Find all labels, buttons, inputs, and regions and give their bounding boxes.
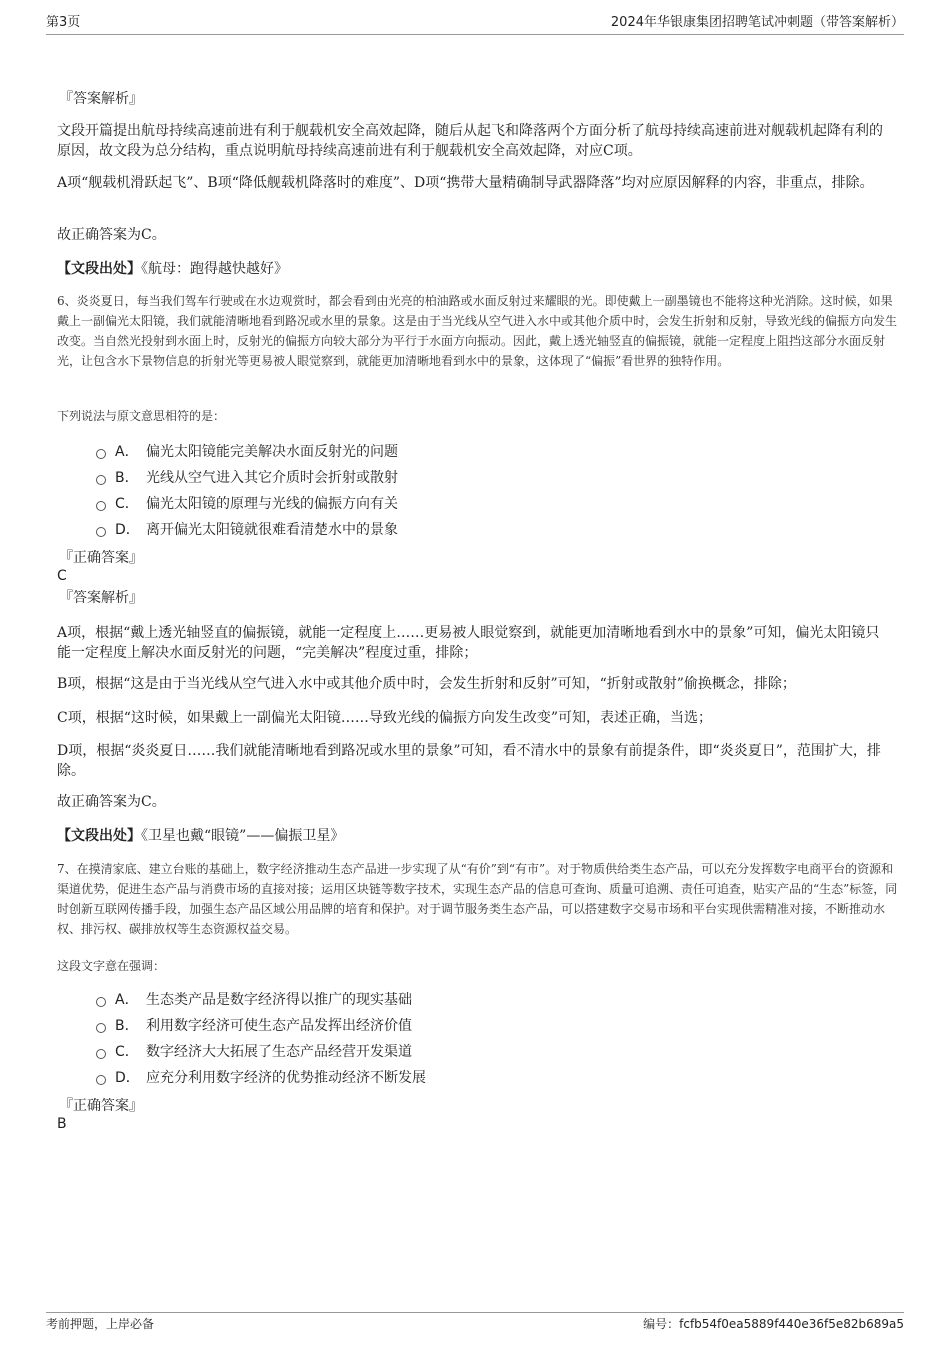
q5-analysis-para-2: A项“舰载机滑跃起飞”、B项“降低舰载机降落时的难度”、D项“携带大量精确制导武器降落”均对应原因解释的内容，非重点，排除。 (57, 175, 874, 191)
q7-passage: 7、在摸清家底、建立台账的基础上，数字经济推动生态产品进一步实现了从“有价”到“有市”。对于物质供给类生态产品，可以充分发挥数字电商平台的资源和渠道优势，促进生态产品与消费市场的直接对接；运用区块链等数字技术，实现生态产品的信息可查询、质量可追溯、责任可追查，贴实产品的“生态”标签，同时创新互联网传播手段，加强生态产品区域公用品牌的培育和保护。对于调节服务类生态产品，可以搭建数字交易市场和平台实现供需精准对接，不断推动水权、排污权、碳排放权等生态资源权益交易。 (57, 862, 898, 936)
q6-answer-label: 『正确答案』 (59, 550, 143, 566)
q6-analysis-a: A项，根据“戴上透光轴竖直的偏振镜，就能一定程度上……更易被人眼觉察到，就能更加清晰地看到水中的景象”可知，偏光太阳镜只能一定程度上解决水面反射光的问题，“完美解决”程度过重，排除； (57, 625, 880, 661)
document-serial: 编号：fcfb54f0ea5889f440e36f5e82b689a5 (643, 1317, 904, 1331)
footer-slogan: 考前押题，上岸必备 (46, 1317, 155, 1331)
radio-icon[interactable] (96, 501, 106, 511)
q5-analysis-para-1: 文段开篇提出航母持续高速前进有利于舰载机安全高效起降，随后从起飞和降落两个方面分析了航母持续高速前进对舰载机起降有利的原因，故文段为总分结构，重点说明航母持续高速前进有利于舰载机安全高效起降，对应C项。 (57, 123, 883, 159)
radio-icon[interactable] (96, 475, 106, 485)
radio-icon[interactable] (96, 449, 106, 459)
radio-icon[interactable] (96, 1049, 106, 1059)
q6-source-title: 《卫星也戴“眼镜”——偏振卫星》 (141, 828, 345, 844)
q6-option-c[interactable]: C． 偏光太阳镜的原理与光线的偏振方向有关 (96, 491, 796, 517)
q7-option-a[interactable]: A． 生态类产品是数字经济得以推广的现实基础 (96, 987, 796, 1013)
radio-icon[interactable] (96, 997, 106, 1007)
q6-passage: 6、炎炎夏日，每当我们驾车行驶或在水边观赏时，都会看到由光亮的柏油路或水面反射过来耀眼的光。即使戴上一副墨镜也不能将这种光消除。这时候，如果戴上一副偏光太阳镜，我们就能清晰地看到路况或水里的景象。这是由于当光线从空气进入水中或其他介质中时，会发生折射和反射，导致光线的偏振方向发生改变。当自然光投射到水面上时，反射光的偏振方向较大部分为平行于水面方向振动。因此，戴上透光轴竖直的偏振镜，就能一定程度上阻挡这部分水面反射光，让包含水下景物信息的折射光等更易被人眼觉察到，就能更加清晰地看到水中的景象，这体现了“偏振”看世界的独特作用。 (57, 294, 898, 368)
page-number: 第3页 (46, 15, 81, 30)
radio-icon[interactable] (96, 527, 106, 537)
q6-source-label: 【文段出处】 (57, 828, 141, 844)
q5-conclusion: 故正确答案为C。 (57, 227, 166, 243)
q5-source (57, 259, 887, 279)
q6-option-d[interactable]: D． 离开偏光太阳镜就很难看清楚水中的景象 (96, 517, 796, 543)
q6-answer: C (57, 568, 67, 584)
q7-option-c[interactable]: C． 数字经济大大拓展了生态产品经营开发渠道 (96, 1039, 796, 1065)
q5-source-title: 《航母：跑得越快越好》 (141, 261, 288, 277)
q6-analysis-label: 『答案解析』 (59, 590, 143, 606)
q6-option-a[interactable]: A． 偏光太阳镜能完美解决水面反射光的问题 (96, 439, 796, 465)
q7-option-b[interactable]: B． 利用数字经济可使生态产品发挥出经济价值 (96, 1013, 796, 1039)
q6-option-b[interactable]: B． 光线从空气进入其它介质时会折射或散射 (96, 465, 796, 491)
q6-source (57, 826, 887, 846)
page-header (46, 14, 904, 35)
q6-conclusion: 故正确答案为C。 (57, 794, 166, 810)
q6-analysis-b: B项，根据“这是由于当光线从空气进入水中或其他介质中时，会发生折射和反射”可知，“折射或散射”偷换概念，排除； (57, 676, 796, 692)
q6-options (96, 439, 796, 543)
q7-options (96, 987, 796, 1091)
q7-option-d[interactable]: D． 应充分利用数字经济的优势推动经济不断发展 (96, 1065, 796, 1091)
q7-answer-label: 『正确答案』 (59, 1098, 143, 1114)
q5-analysis-label: 『答案解析』 (59, 91, 143, 107)
q7-answer: B (57, 1116, 67, 1132)
q7-question: 这段文字意在强调： (57, 959, 166, 973)
q6-analysis-c: C项，根据“这时候，如果戴上一副偏光太阳镜……导致光线的偏振方向发生改变”可知，表述正确，当选； (57, 710, 713, 726)
q6-question: 下列说法与原文意思相符的是： (57, 409, 226, 423)
radio-icon[interactable] (96, 1023, 106, 1033)
q5-source-label: 【文段出处】 (57, 261, 141, 277)
page-footer (46, 1312, 904, 1335)
document-title: 2024年华银康集团招聘笔试冲刺题（带答案解析） (610, 15, 904, 30)
q6-analysis-d: D项，根据“炎炎夏日……我们就能清晰地看到路况或水里的景象”可知，看不清水中的景象有前提条件，即“炎炎夏日”，范围扩大，排除。 (57, 743, 881, 779)
radio-icon[interactable] (96, 1075, 106, 1085)
